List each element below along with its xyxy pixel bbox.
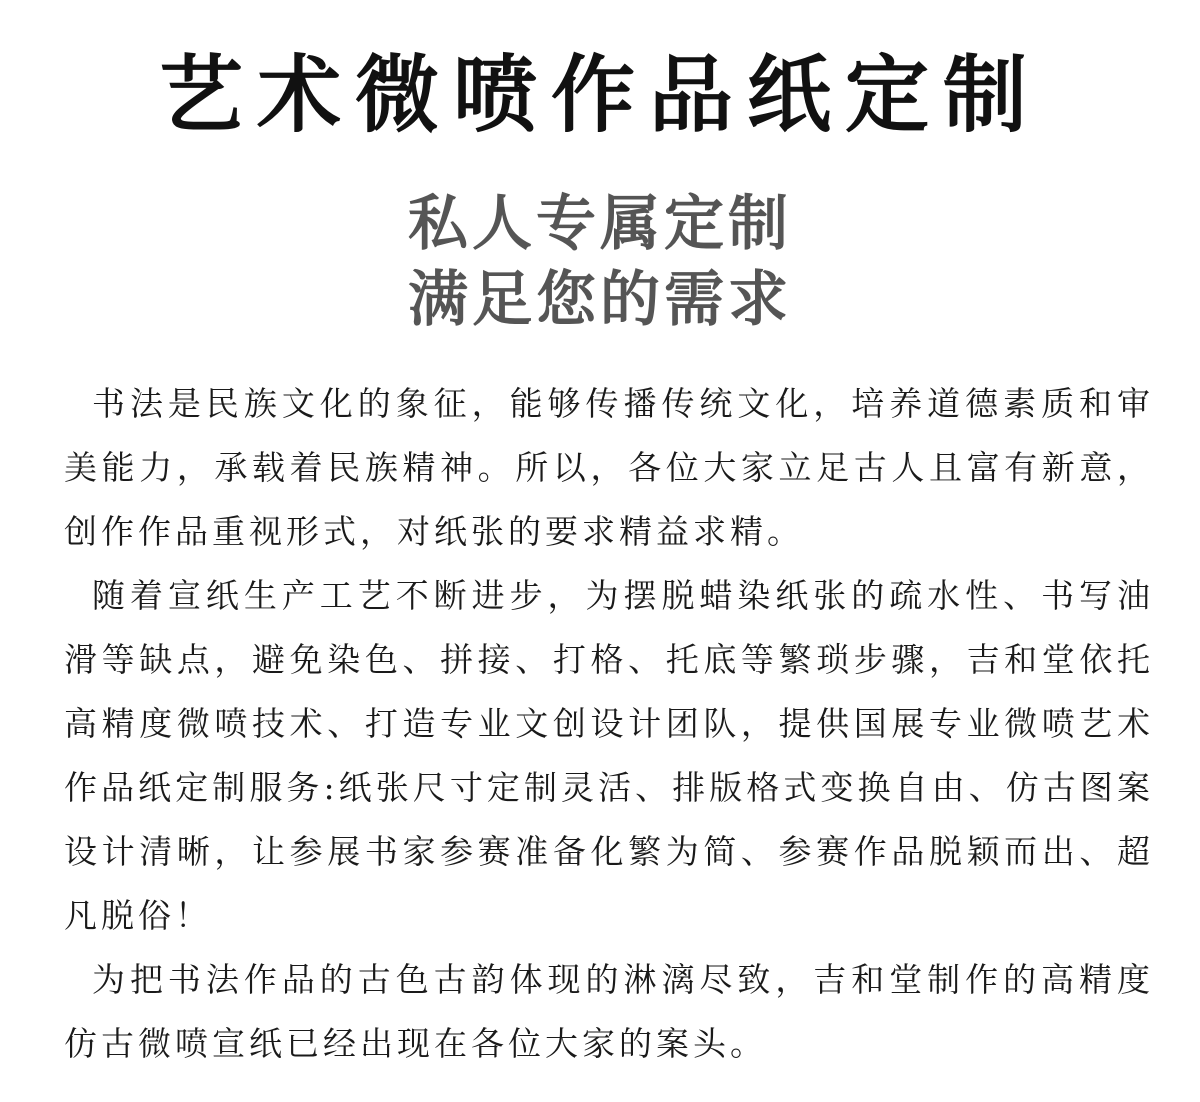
body-text [64,372,1154,1076]
paragraph-2: 随着宣纸生产工艺不断进步，为摆脱蜡染纸张的疏水性、书写油滑等缺点，避免染色、拼接、打格、托底等繁琐步骤，吉和堂依托高精度微喷技术、打造专业文创设计团队，提供国展专业微喷艺术作品纸定制服务:纸张尺寸定制灵活、排版格式变换自由、仿古图案设计清晰，让参展书家参赛准备化繁为简、参赛作品脱颖而出、超凡脱俗！ [64,576,1154,935]
subtitle-line-2: 满足您的需求 [408,265,792,335]
paragraph-1: 书法是民族文化的象征，能够传播传统文化，培养道德素质和审美能力，承载着民族精神。所以，各位大家立足古人且富有新意，创作作品重视形式，对纸张的要求精益求精。 [64,384,1154,551]
paragraph-3: 为把书法作品的古色古韵体现的淋漓尽致，吉和堂制作的高精度仿古微喷宣纸已经出现在各位大家的案头。 [64,960,1154,1063]
subtitle-line-1: 私人专属定制 [408,189,792,259]
page-title: 艺术微喷作品纸定制 [158,45,1041,144]
